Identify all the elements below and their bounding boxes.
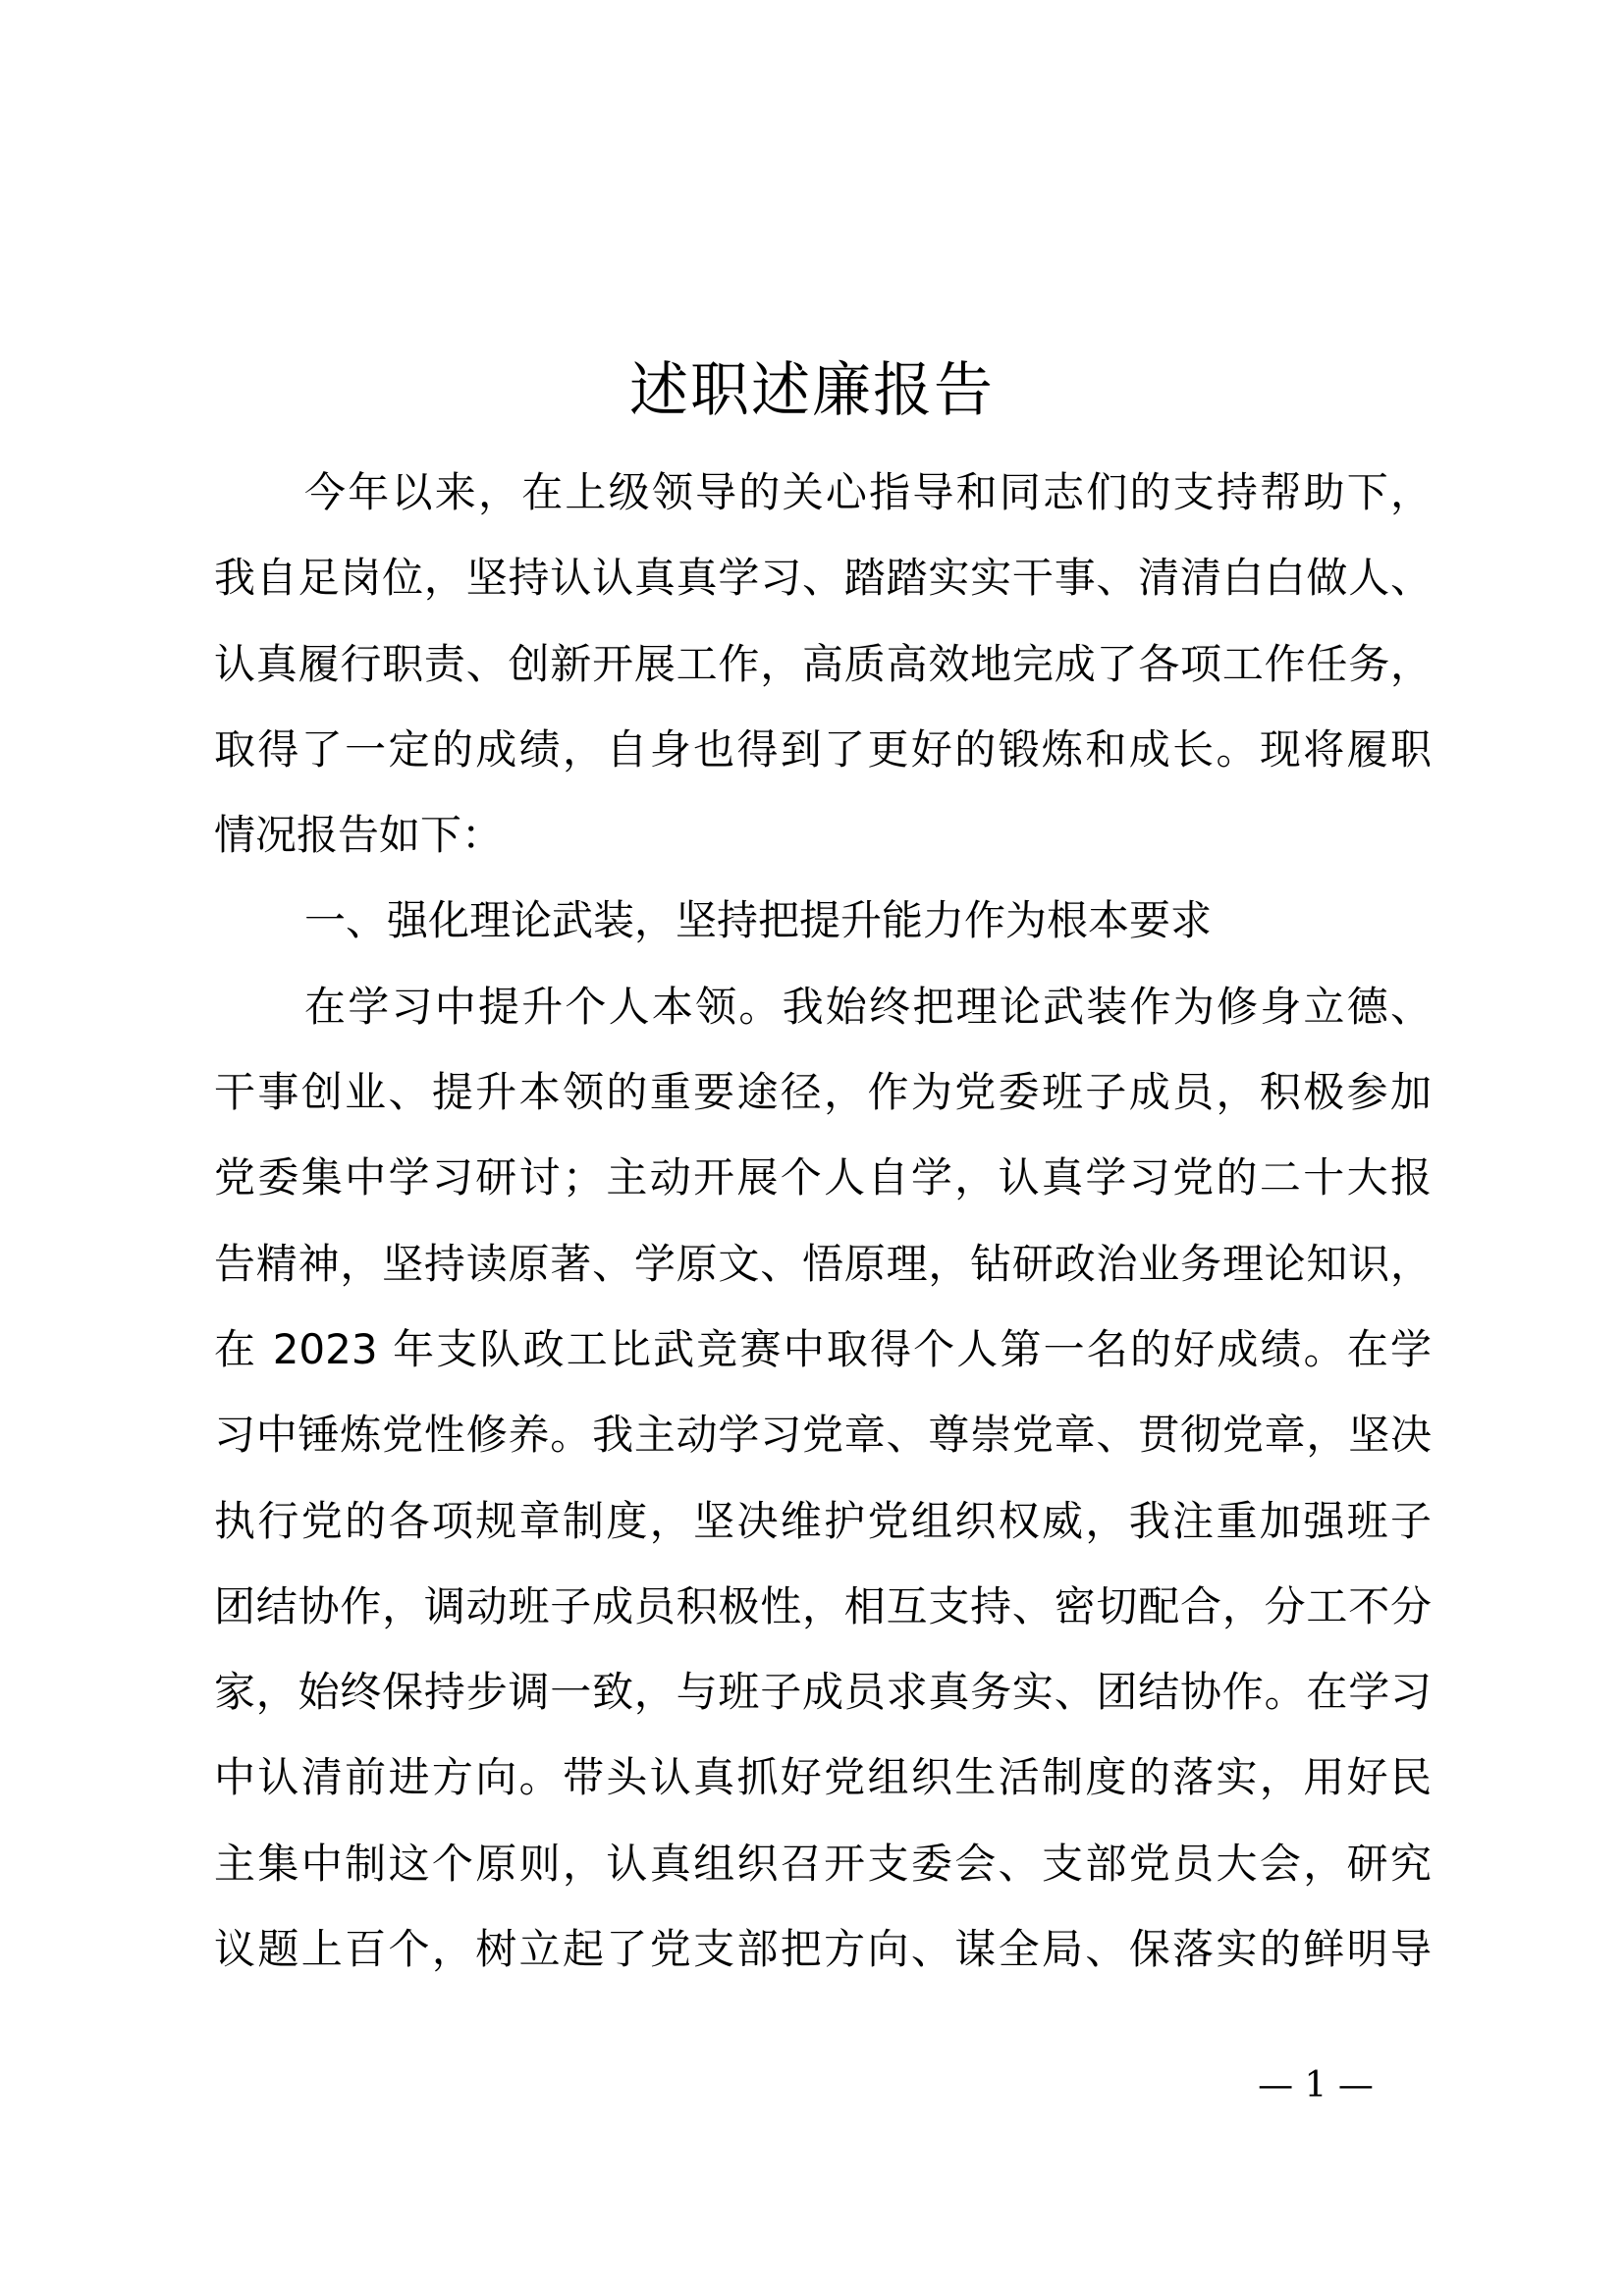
paragraph-line: 在学习中提升个人本领。我始终把理论武装作为修身立德、 [304, 982, 1432, 1031]
document-title: 述职述廉报告 [629, 356, 995, 426]
paragraph-line: 主集中制这个原则，认真组织召开支委会、支部党员大会，研究 [214, 1839, 1432, 1888]
section-heading: 一、强化理论武装，坚持把提升能力作为根本要求 [304, 896, 1213, 945]
document-body [214, 450, 1432, 1992]
paragraph-line: 团结协作，调动班子成员积极性，相互支持、密切配合，分工不分 [214, 1581, 1432, 1630]
paragraph-line: 习中锤炼党性修养。我主动学习党章、尊崇党章、贯彻党章，坚决 [214, 1411, 1432, 1460]
paragraph-line: 家，始终保持步调一致，与班子成员求真务实、团结协作。在学习 [214, 1668, 1432, 1717]
paragraph-line: 在 2023 年支队政工比武竞赛中取得个人第一名的好成绩。在学 [214, 1324, 1432, 1373]
paragraph-line: 认真履行职责、创新开展工作，高质高效地完成了各项工作任务， [214, 639, 1432, 688]
paragraph-line: 干事创业、提升本领的重要途径，作为党委班子成员，积极参加 [214, 1068, 1432, 1117]
paragraph-line: 党委集中学习研讨；主动开展个人自学，认真学习党的二十大报 [214, 1153, 1432, 1202]
paragraph-line: 我自足岗位，坚持认认真真学习、踏踏实实干事、清清白白做人、 [214, 554, 1432, 603]
paragraph-line: 情况报告如下： [214, 811, 504, 860]
page-number: — 1 — [1258, 2065, 1374, 2106]
paragraph-line: 今年以来，在上级领导的关心指导和同志们的支持帮助下， [304, 468, 1432, 516]
paragraph-line: 取得了一定的成绩，自身也得到了更好的锻炼和成长。现将履职 [214, 724, 1432, 774]
paragraph-line: 中认清前进方向。带头认真抓好党组织生活制度的落实，用好民 [214, 1753, 1432, 1802]
paragraph-line: 告精神，坚持读原著、学原文、悟原理，钻研政治业务理论知识， [214, 1239, 1432, 1288]
paragraph-line: 执行党的各项规章制度，坚决维护党组织权威，我注重加强班子 [214, 1496, 1432, 1545]
paragraph-line: 议题上百个，树立起了党支部把方向、谋全局、保落实的鲜明导 [214, 1925, 1432, 1974]
